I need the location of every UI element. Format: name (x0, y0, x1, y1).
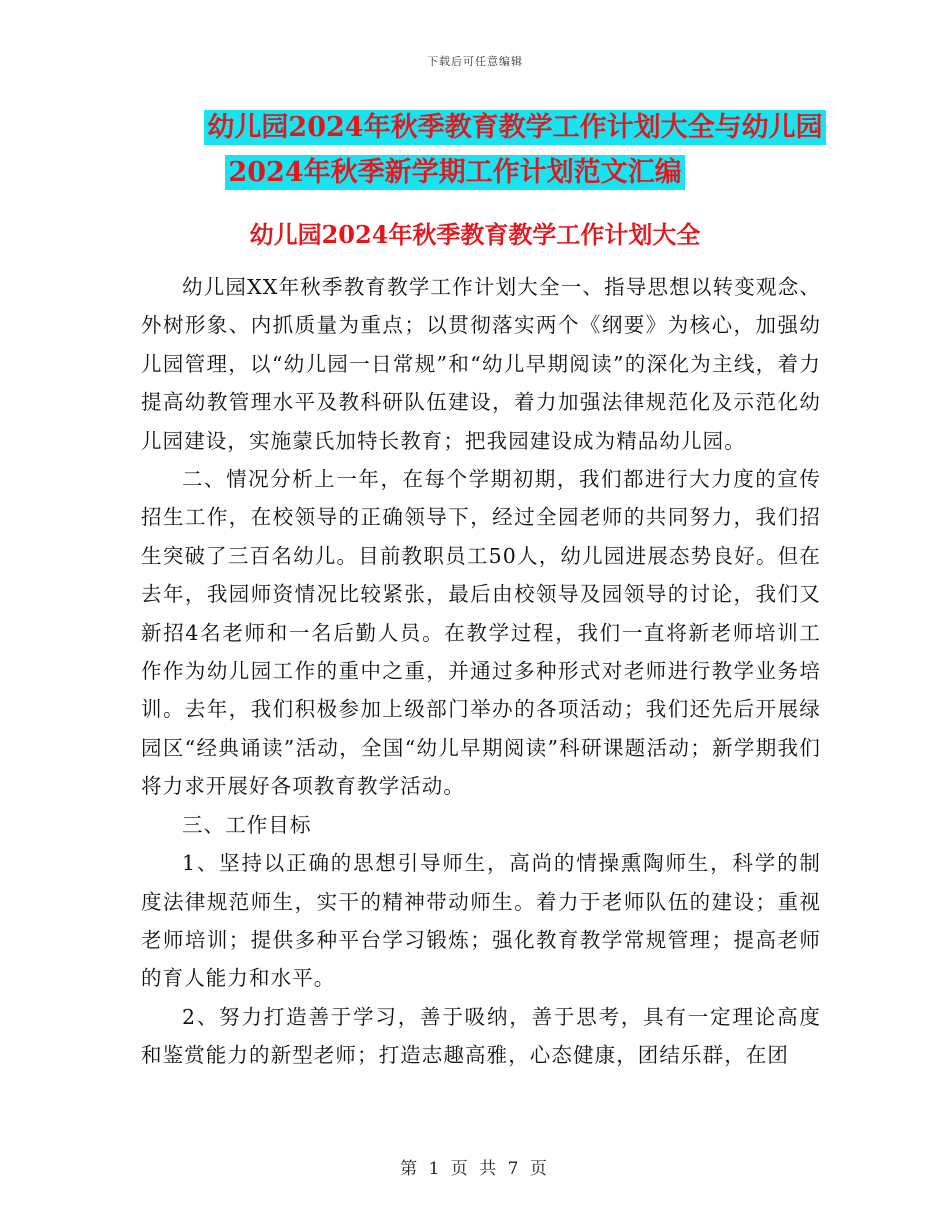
paragraph: 二、情况分析上一年，在每个学期初期，我们都进行大力度的宣传招生工作，在校领导的正确领导下，经过全园老师的共同努力，我们招生突破了三百名幼儿。目前教职员工50人，幼儿园进展态势良好。但在去年，我园师资情况比较紧张，最后由校领导及园领导的讨论，我们又新招4名老师和一名后勤人员。在教学过程，我们一直将新老师培训工作作为幼儿园工作的重中之重，并通过多种形式对老师进行教学业务培训。去年，我们积极参加上级部门举办的各项活动；我们还先后开展绿园区“经典诵读”活动，全国“幼儿早期阅读”科研课题活动；新学期我们将力求开展好各项教育教学活动。 (141, 467, 821, 799)
document-title-line-2 (0, 156, 930, 190)
section-title: 幼儿园2024年秋季教育教学工作计划大全 (249, 220, 701, 249)
paragraph: 幼儿园XX年秋季教育教学工作计划大全一、指导思想以转变观念、外树形象、内抓质量为重点；以贯彻落实两个《纲要》为核心，加强幼儿园管理，以“幼儿园一日常规”和“幼儿早期阅读”的深化为主线，着力提高幼教管理水平及教科研队伍建设，着力加强法律规范化及示范化幼儿园建设，实施蒙氏加特长教育；把我园建设成为精品幼儿园。 (141, 275, 821, 453)
title-highlight-1: 幼儿园2024年秋季教育教学工作计划大全与幼儿园 (204, 110, 825, 145)
document-title-line-1 (40, 111, 950, 145)
title-highlight-2: 2024年秋季新学期工作计划范文汇编 (225, 155, 684, 190)
paragraph: 2、努力打造善于学习，善于吸纳，善于思考，具有一定理论高度和鉴赏能力的新型老师；打造志趣高雅，心态健康，团结乐群，在团 (141, 1004, 821, 1068)
header-note: 下载后可任意编辑 (427, 55, 523, 68)
document-body (141, 268, 821, 1075)
paragraph: 三、工作目标 (182, 812, 312, 837)
paragraph: 1、坚持以正确的思想引导师生，高尚的情操熏陶师生，科学的制度法律规范师生，实干的精神带动师生。着力于老师队伍的建设；重视老师培训；提供多种平台学习锻炼；强化教育教学常规管理；提高老师的育人能力和水平。 (141, 851, 821, 991)
page-footer: 第 1 页 共 7 页 (400, 1159, 550, 1179)
